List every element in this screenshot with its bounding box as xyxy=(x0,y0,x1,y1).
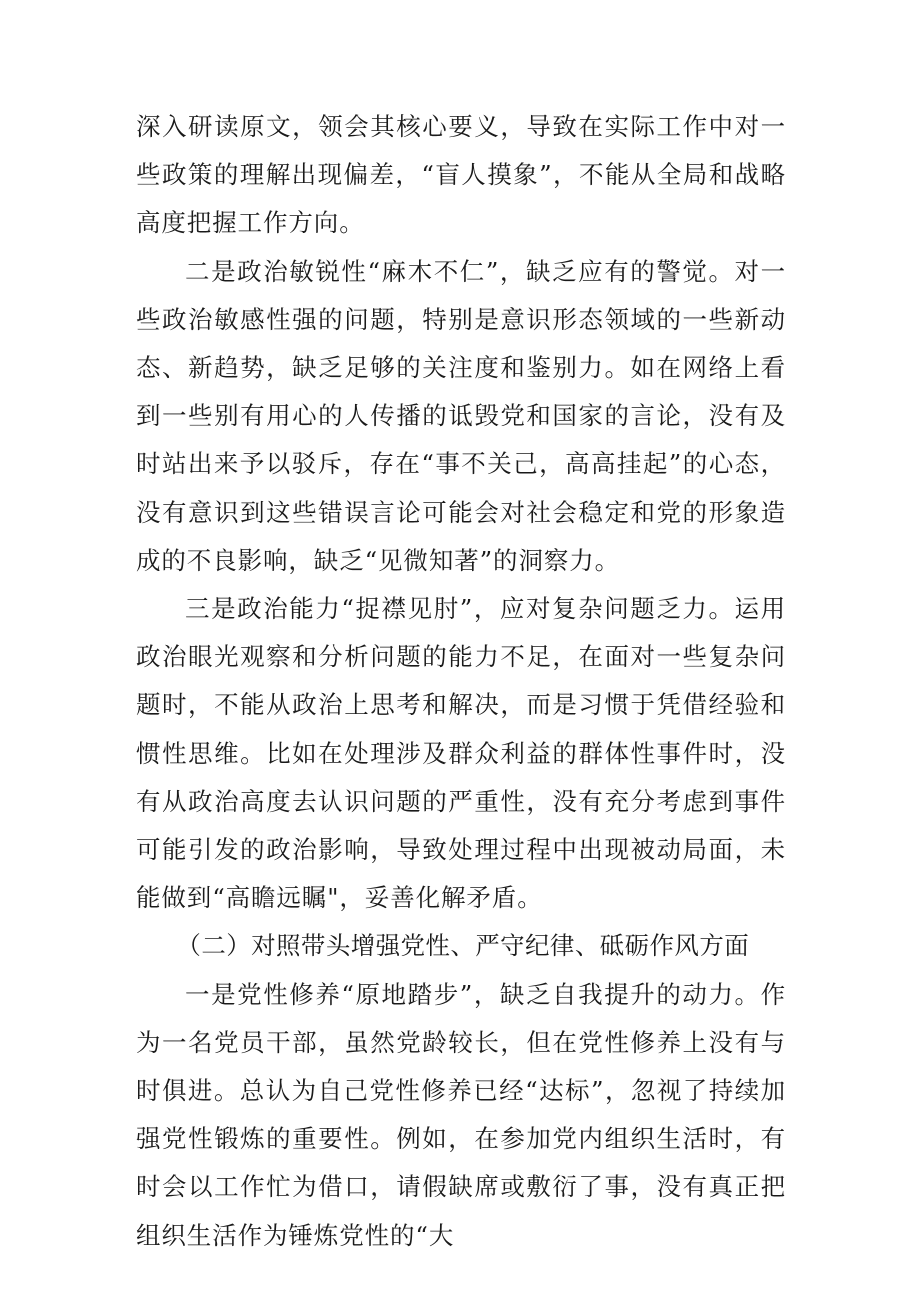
paragraph-party-spirit: 一是党性修养“原地踏步”，缺乏自我提升的动力。作为一名党员干部，虽然党龄较长，但在党性修养上没有与时俱进。总认为自己党性修养已经“达标”，忽视了持续加强党性锻炼的重要性。例如，在参加党内组织生活时，有时会以工作忙为借口，请假缺席或敷衍了事，没有真正把组织生活作为锤炼党性的“大 xyxy=(136,979,786,1250)
document-body xyxy=(136,103,786,1260)
paragraph-continuation: 深入研读原文，领会其核心要义，导致在实际工作中对一些政策的理解出现偏差，“盲人摸象”，不能从全局和战略高度把握工作方向。 xyxy=(136,112,786,238)
paragraph-political-sensitivity: 二是政治敏锐性“麻木不仁”，缺乏应有的警觉。对一些政治敏感性强的问题，特别是意识形态领域的一些新动态、新趋势，缺乏足够的关注度和鉴别力。如在网络上看到一些别有用心的人传播的诋毁党和国家的言论，没有及时站出来予以驳斥，存在“事不关己，高高挂起”的心态，没有意识到这些错误言论可能会对社会稳定和党的形象造成的不良影响，缺乏“见微知著”的洞察力。 xyxy=(136,256,786,575)
paragraph-political-ability: 三是政治能力“捉襟见肘”，应对复杂问题乏力。运用政治眼光观察和分析问题的能力不足，在面对一些复杂问题时，不能从政治上思考和解决，而是习惯于凭借经验和惯性思维。比如在处理涉及群众利益的群体性事件时，没有从政治高度去认识问题的严重性，没有充分考虑到事件可能引发的政治影响，导致处理过程中出现被动局面，未能做到“高瞻远瞩"，妥善化解矛盾。 xyxy=(136,594,786,913)
section-heading: （二）对照带头增强党性、严守纪律、砥砺作风方面 xyxy=(176,931,750,961)
